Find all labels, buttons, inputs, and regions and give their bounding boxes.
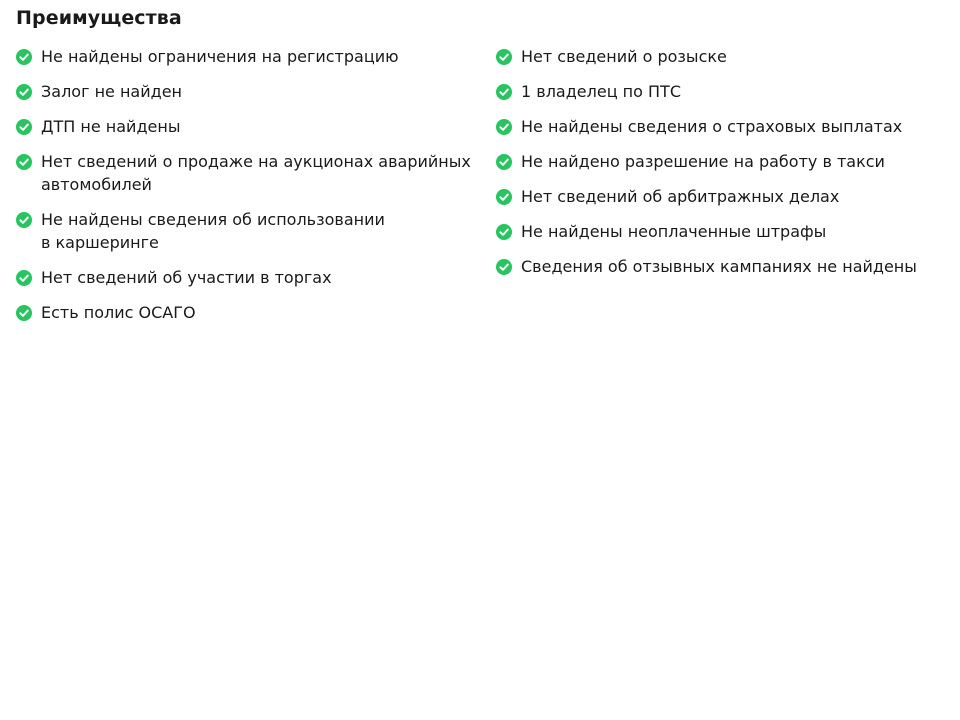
check-circle-icon (496, 49, 512, 65)
advantages-panel (16, 6, 946, 336)
advantage-item (16, 80, 496, 103)
advantage-item (496, 220, 936, 243)
advantage-label: Не найдено разрешение на работу в такси (521, 152, 885, 171)
advantage-label: Залог не найден (41, 82, 182, 101)
advantage-label: Нет сведений об участии в торгах (41, 268, 332, 287)
advantage-label: Не найдены сведения о страховых выплатах (521, 117, 903, 136)
check-circle-icon (496, 154, 512, 170)
advantage-item (496, 45, 936, 68)
advantage-label: Нет сведений о продаже на аукционах аварийных автомобилей (41, 152, 471, 194)
check-circle-icon (16, 305, 32, 321)
advantage-label: Сведения об отзывных кампаниях не найдены (521, 257, 917, 276)
advantages-right-column (496, 45, 936, 336)
check-circle-icon (496, 84, 512, 100)
advantage-label: ДТП не найдены (41, 117, 181, 136)
advantage-item (496, 150, 936, 173)
check-circle-icon (16, 154, 32, 170)
check-circle-icon (496, 259, 512, 275)
check-circle-icon (16, 84, 32, 100)
advantage-label: Не найдены неоплаченные штрафы (521, 222, 827, 241)
advantage-item (16, 115, 496, 138)
check-circle-icon (496, 119, 512, 135)
advantage-item (496, 185, 936, 208)
check-circle-icon (16, 212, 32, 228)
advantage-label: Не найдены сведения об использовании в каршеринге (41, 210, 385, 252)
advantage-item (16, 301, 496, 324)
section-title: Преимущества (16, 7, 182, 29)
advantage-label: Не найдены ограничения на регистрацию (41, 47, 399, 66)
check-circle-icon (16, 270, 32, 286)
check-circle-icon (16, 119, 32, 135)
check-circle-icon (496, 224, 512, 240)
check-circle-icon (16, 49, 32, 65)
advantage-item (16, 150, 496, 196)
advantage-item (16, 208, 496, 254)
advantage-item (496, 255, 936, 278)
check-circle-icon (496, 189, 512, 205)
advantage-item (16, 45, 496, 68)
advantage-label: Нет сведений об арбитражных делах (521, 187, 840, 206)
advantage-item (16, 266, 496, 289)
advantages-grid (16, 45, 946, 336)
advantage-label: Нет сведений о розыске (521, 47, 727, 66)
advantages-left-column (16, 45, 496, 336)
advantage-label: Есть полис ОСАГО (41, 303, 196, 322)
advantage-label: 1 владелец по ПТС (521, 82, 681, 101)
advantage-item (496, 80, 936, 103)
advantage-item (496, 115, 936, 138)
